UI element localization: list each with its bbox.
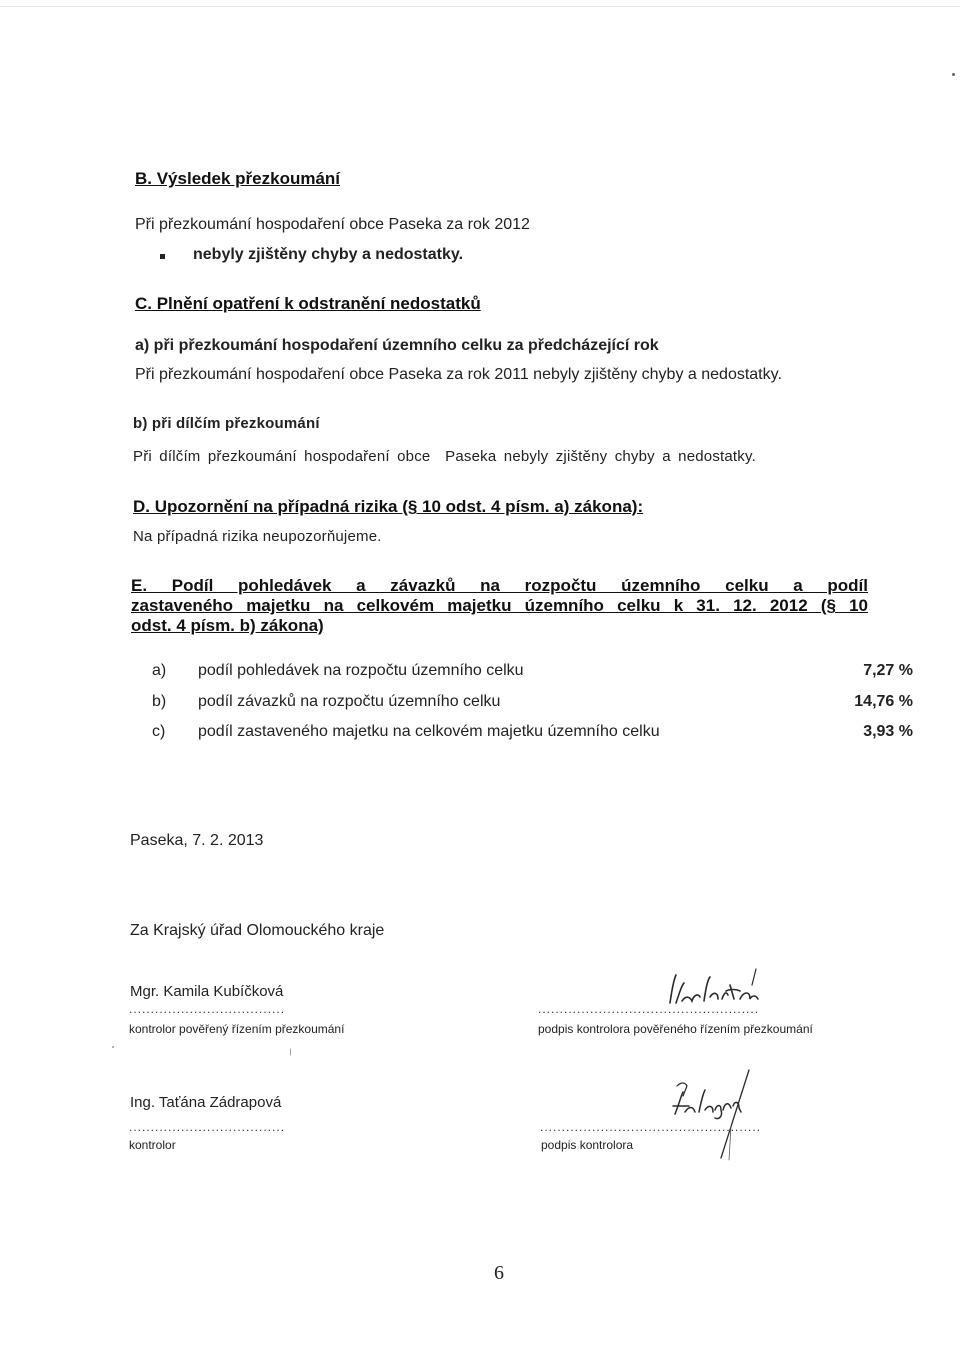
ratio-row-a-label: podíl pohledávek na rozpočtu územního celku <box>198 662 524 679</box>
section-d-text: Na případná rizika neupozorňujeme. <box>133 528 382 545</box>
signatory-1-signature-dotted-line: ................................................... <box>538 1002 760 1016</box>
section-c-b-text: Při dílčím přezkoumání hospodaření obce Paseka nebyly zjištěny chyby a nedostatky. <box>133 448 756 465</box>
section-e-heading-line-1: E. Podíl pohledávek a závazků na rozpočtu územního celku a podíl <box>131 576 868 595</box>
section-c-a-text: Při přezkoumání hospodaření obce Paseka za rok 2011 nebyly zjištěny chyby a nedostatky. <box>135 366 782 383</box>
scan-mark <box>290 1048 291 1056</box>
section-b-intro: Při přezkoumání hospodaření obce Paseka za rok 2012 <box>135 216 530 233</box>
section-e-heading-line-3: odst. 4 písm. b) zákona) <box>131 616 324 635</box>
ratio-row-a-value: 7,27 % <box>863 662 913 679</box>
bullet-marker <box>160 254 165 259</box>
scan-speck <box>952 73 955 76</box>
signatory-1-name-dotted-line: .................................... <box>129 1002 286 1016</box>
section-c-heading: C. Plnění opatření k odstranění nedostatků <box>135 294 481 313</box>
signatory-2-signature-dotted-line: ................................................... <box>540 1120 762 1134</box>
signatory-2-role-caption: kontrolor <box>129 1138 176 1152</box>
scan-mark <box>112 1046 114 1048</box>
signatory-2-name-dotted-line: .................................... <box>129 1120 286 1134</box>
signature-1-image <box>660 965 770 1017</box>
signatory-2-name: Ing. Taťána Zádrapová <box>130 1094 282 1111</box>
signatory-1-signature-caption: podpis kontrolora pověřeného řízením přezkoumání <box>538 1022 813 1036</box>
ratio-row-c-value: 3,93 % <box>863 723 913 740</box>
authority-line: Za Krajský úřad Olomouckého kraje <box>130 922 385 939</box>
section-e-heading <box>131 576 868 636</box>
section-d-heading: D. Upozornění na případná rizika (§ 10 odst. 4 písm. a) zákona): <box>133 497 644 516</box>
page-number: 6 <box>494 1262 504 1284</box>
ratio-row-b-value: 14,76 % <box>854 693 913 710</box>
ratio-row-b-letter: b) <box>152 693 167 710</box>
section-b-bullet: nebyly zjištěny chyby a nedostatky. <box>193 246 464 263</box>
ratio-row-b-label: podíl závazků na rozpočtu územního celku <box>198 693 501 710</box>
section-b-heading: B. Výsledek přezkoumání <box>135 169 341 188</box>
ratio-row-c-letter: c) <box>152 723 166 740</box>
signatory-1-role-caption: kontrolor pověřený řízením přezkoumání <box>129 1022 345 1036</box>
signature-2-image <box>655 1066 755 1161</box>
place-date: Paseka, 7. 2. 2013 <box>130 832 264 849</box>
section-e-heading-line-2: zastaveného majetku na celkovém majetku územního celku k 31. 12. 2012 (§ 10 <box>131 596 868 615</box>
section-c-a-title: a) při přezkoumání hospodaření územního celku za předcházející rok <box>135 337 659 354</box>
scan-top-edge <box>0 6 960 7</box>
section-c-b-title: b) při dílčím přezkoumání <box>133 415 320 432</box>
ratio-row-a-letter: a) <box>152 662 167 679</box>
signatory-1-name: Mgr. Kamila Kubíčková <box>130 983 284 1000</box>
signatory-2-signature-caption: podpis kontrolora <box>541 1138 634 1152</box>
ratio-row-c-label: podíl zastaveného majetku na celkovém majetku územního celku <box>198 723 660 740</box>
